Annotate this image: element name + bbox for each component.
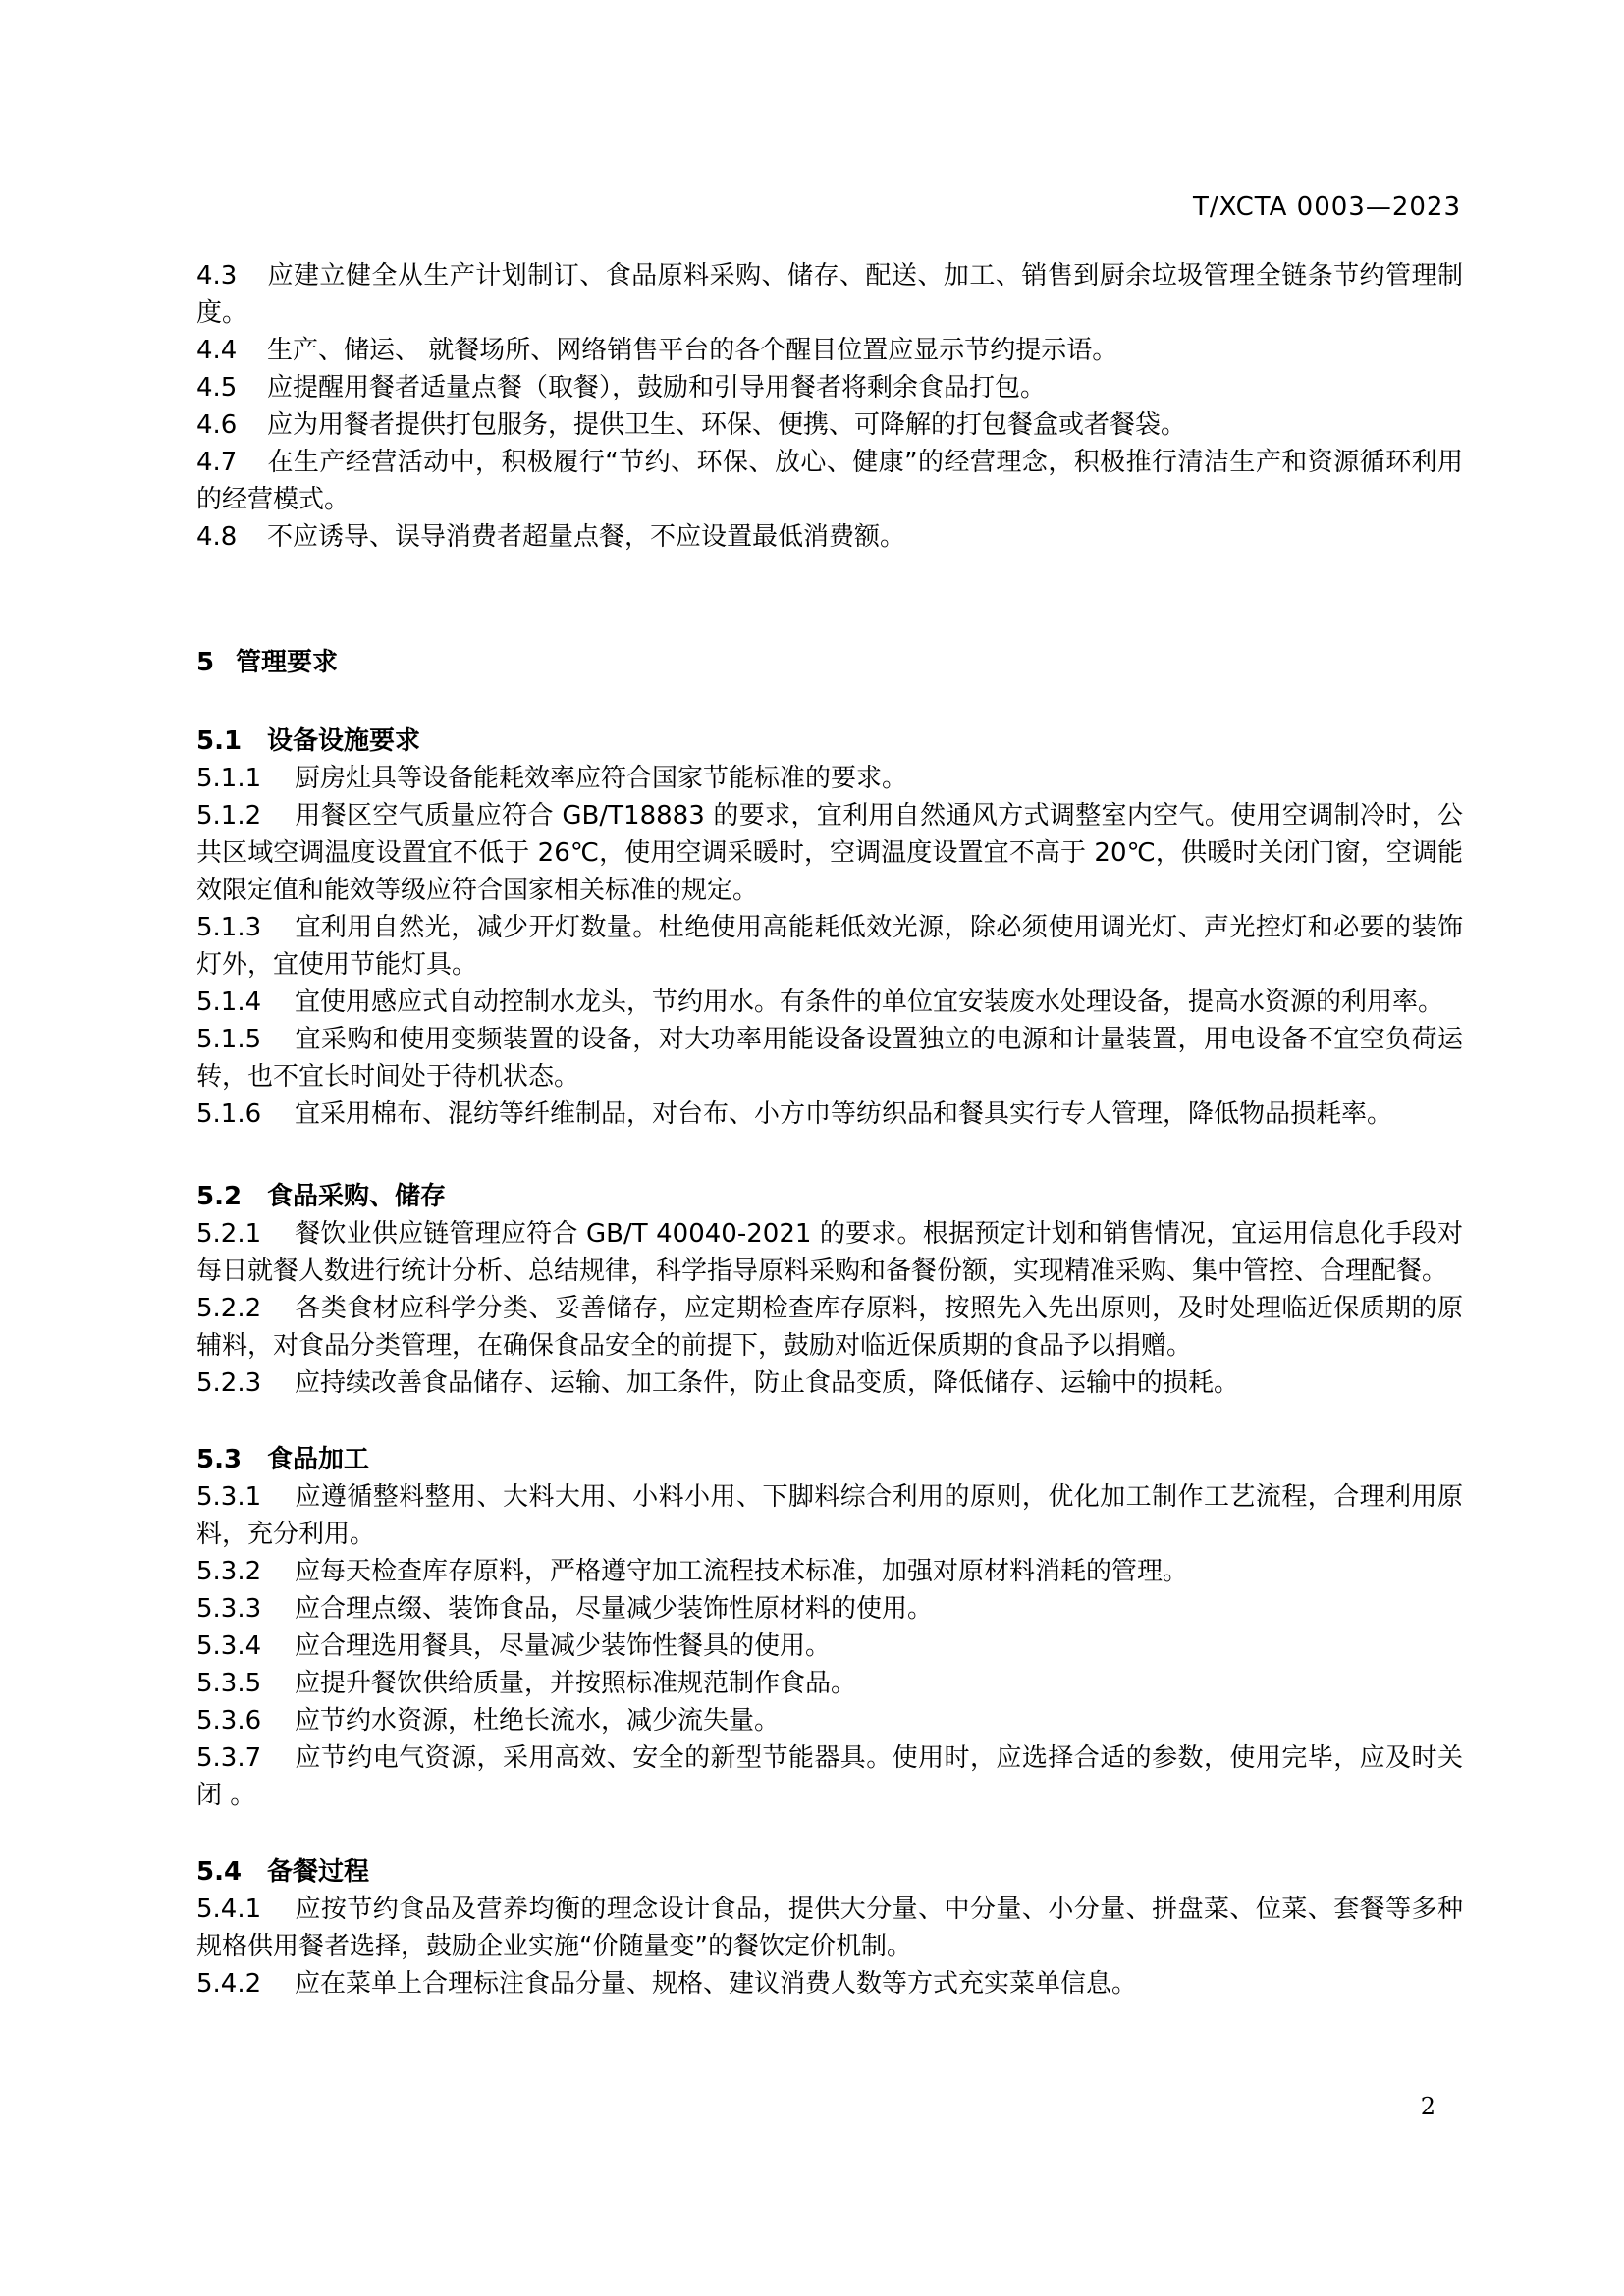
clause-5-3-7: 5.3.7 应节约电气资源，采用高效、安全的新型节能器具。使用时，应选择合适的参数，使用完毕，应及时关闭 。 (196, 1743, 1463, 1810)
section-4-items (196, 257, 1463, 556)
clause-5-1-6: 5.1.6 宜采用棉布、混纺等纤维制品，对台布、小方巾等纺织品和餐具实行专人管理，降低物品损耗率。 (196, 1099, 1393, 1129)
clause-5-3-6: 5.3.6 应节约水资源，杜绝长流水，减少流失量。 (196, 1706, 781, 1735)
subsection-5-4-heading: 5.4 备餐过程 (196, 1857, 370, 1887)
page-number: 2 (1420, 2093, 1435, 2120)
clause-5-1-2: 5.1.2 用餐区空气质量应符合 GB/T18883 的要求，宜利用自然通风方式调整室内空气。使用空调制冷时，公共区域空调温度设置宜不低于 26℃，使用空调采暖时，空调温度设置宜不高于 20℃，供暖时关闭门窗，空调能效限定值和能效等级应符合国家相关标准的规定。 (196, 801, 1463, 905)
section-5-heading: 5 管理要求 (196, 648, 339, 677)
clause-4-3: 4.3 应建立健全从生产计划制订、食品原料采购、储存、配送、加工、销售到厨余垃圾管理全链条节约管理制度。 (196, 261, 1463, 328)
subsection-5-1-heading: 5.1 设备设施要求 (196, 726, 421, 756)
clause-4-8: 4.8 不应诱导、误导消费者超量点餐，不应设置最低消费额。 (196, 522, 906, 552)
clause-5-4-1: 5.4.1 应按节约食品及营养均衡的理念设计食品，提供大分量、中分量、小分量、拼盘菜、位菜、套餐等多种规格供用餐者选择，鼓励企业实施“价随量变”的餐饮定价机制。 (196, 1895, 1463, 1961)
clause-5-3-5: 5.3.5 应提升餐饮供给质量，并按照标准规范制作食品。 (196, 1669, 857, 1698)
clause-5-3-1: 5.3.1 应遵循整料整用、大料大用、小料小用、下脚料综合利用的原则，优化加工制作工艺流程，合理利用原料，充分利用。 (196, 1482, 1463, 1549)
clause-5-1-4: 5.1.4 宜使用感应式自动控制水龙头，节约用水。有条件的单位宜安装废水处理设备，提高水资源的利用率。 (196, 988, 1444, 1017)
clause-5-4-2: 5.4.2 应在菜单上合理标注食品分量、规格、建议消费人数等方式充实菜单信息。 (196, 1969, 1138, 1999)
clause-5-3-3: 5.3.3 应合理点缀、装饰食品，尽量减少装饰性原材料的使用。 (196, 1594, 934, 1624)
clause-5-2-1: 5.2.1 餐饮业供应链管理应符合 GB/T 40040-2021 的要求。根据预定计划和销售情况，宜运用信息化手段对每日就餐人数进行统计分析、总结规律，科学指导原料采购和备餐份额，实现精准采购、集中管控、合理配餐。 (196, 1219, 1463, 1286)
document-code-header: T/XCTA 0003—2023 (1193, 192, 1461, 222)
subsection-5-2-heading: 5.2 食品采购、储存 (196, 1182, 447, 1211)
clause-4-5: 4.5 应提醒用餐者适量点餐（取餐），鼓励和引导用餐者将剩余食品打包。 (196, 373, 1047, 402)
subsection-5-3-heading: 5.3 食品加工 (196, 1445, 370, 1474)
clause-4-7: 4.7 在生产经营活动中，积极履行“节约、环保、放心、健康”的经营理念，积极推行清洁生产和资源循环利用的经营模式。 (196, 448, 1463, 514)
clause-5-2-3: 5.2.3 应持续改善食品储存、运输、加工条件，防止食品变质，降低储存、运输中的损耗。 (196, 1368, 1240, 1398)
clause-5-3-2: 5.3.2 应每天检查库存原料，严格遵守加工流程技术标准，加强对原材料消耗的管理。 (196, 1557, 1189, 1586)
clause-4-4: 4.4 生产、储运、 就餐场所、网络销售平台的各个醒目位置应显示节约提示语。 (196, 336, 1118, 365)
clause-5-2-2: 5.2.2 各类食材应科学分类、妥善储存，应定期检查库存原料，按照先入先出原则，及时处理临近保质期的原辅料，对食品分类管理，在确保食品安全的前提下，鼓励对临近保质期的食品予以捐赠。 (196, 1294, 1463, 1361)
clause-5-3-4: 5.3.4 应合理选用餐具，尽量减少装饰性餐具的使用。 (196, 1631, 832, 1661)
clause-5-1-3: 5.1.3 宜利用自然光，减少开灯数量。杜绝使用高能耗低效光源，除必须使用调光灯、声光控灯和必要的装饰灯外，宜使用节能灯具。 (196, 913, 1463, 980)
clause-4-6: 4.6 应为用餐者提供打包服务，提供卫生、环保、便携、可降解的打包餐盒或者餐袋。 (196, 410, 1187, 440)
clause-5-1-1: 5.1.1 厨房灶具等设备能耗效率应符合国家节能标准的要求。 (196, 764, 908, 793)
clause-5-1-5: 5.1.5 宜采购和使用变频装置的设备，对大功率用能设备设置独立的电源和计量装置，用电设备不宜空负荷运转，也不宜长时间处于待机状态。 (196, 1025, 1463, 1092)
document-body (196, 257, 1463, 2002)
